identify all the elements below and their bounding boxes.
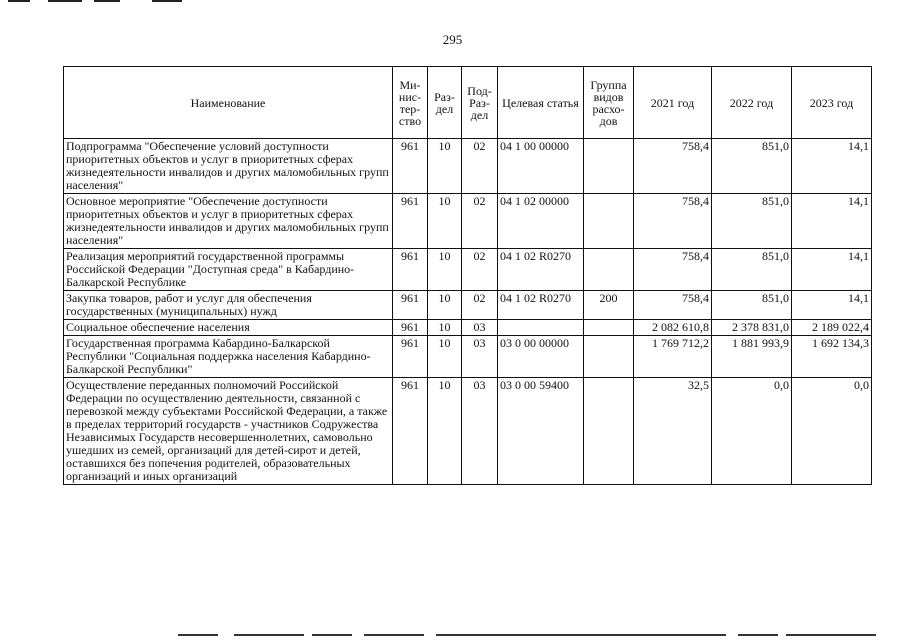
scan-mark: [234, 634, 304, 636]
row-2022: 851,0: [712, 291, 792, 320]
row-2021: 32,5: [634, 378, 712, 485]
row-2023: 14,1: [792, 139, 872, 194]
row-target-article: 04 1 02 R0270: [498, 249, 584, 291]
row-2023: 2 189 022,4: [792, 320, 872, 336]
row-subsection: 03: [462, 378, 498, 485]
row-subsection: 02: [462, 194, 498, 249]
scan-mark: [8, 0, 30, 2]
row-name: Основное мероприятие "Обеспечение доступности приоритетных объектов и услуг в приоритетных сферах жизнедеятельности инвалидов и других маломобильных групп населения": [64, 194, 393, 249]
table-row: [64, 291, 872, 320]
row-target-article: 04 1 00 00000: [498, 139, 584, 194]
scan-mark: [152, 0, 182, 2]
row-subsection: 02: [462, 139, 498, 194]
row-name: Реализация мероприятий государственной программы Российской Федерации "Доступная среда" в Кабардино-Балкарской Республике: [64, 249, 393, 291]
scan-mark: [786, 634, 876, 636]
row-2023: 1 692 134,3: [792, 336, 872, 378]
row-target-article: 03 0 00 59400: [498, 378, 584, 485]
row-2023: 14,1: [792, 249, 872, 291]
col-header-2022: 2022 год: [712, 67, 792, 139]
row-2022: 2 378 831,0: [712, 320, 792, 336]
table-row: [64, 139, 872, 194]
row-ministry: 961: [393, 378, 428, 485]
row-2023: 14,1: [792, 194, 872, 249]
row-name: Государственная программа Кабардино-Балкарской Республики "Социальная поддержка населения Кабардино-Балкарской Республики": [64, 336, 393, 378]
row-section: 10: [428, 194, 462, 249]
scan-mark: [436, 634, 726, 636]
row-name: Подпрограмма "Обеспечение условий доступности приоритетных объектов и услуг в приоритетных сферах жизнедеятельности инвалидов и других маломобильных групп населения": [64, 139, 393, 194]
row-2021: 2 082 610,8: [634, 320, 712, 336]
row-subsection: 02: [462, 291, 498, 320]
row-section: 10: [428, 336, 462, 378]
row-2021: 758,4: [634, 139, 712, 194]
scan-mark: [364, 634, 424, 636]
row-2021: 758,4: [634, 194, 712, 249]
row-name: Социальное обеспечение населения: [64, 320, 393, 336]
row-name: Закупка товаров, работ и услуг для обеспечения государственных (муниципальных) нужд: [64, 291, 393, 320]
row-expense-group: [584, 320, 634, 336]
row-expense-group: [584, 249, 634, 291]
row-expense-group: [584, 194, 634, 249]
col-header-name: Наименование: [64, 67, 393, 139]
page-number: 295: [442, 32, 463, 47]
col-header-ministry: Ми-нис-тер-ство: [393, 67, 428, 139]
row-subsection: 03: [462, 320, 498, 336]
scan-mark: [312, 634, 352, 636]
row-target-article: 03 0 00 00000: [498, 336, 584, 378]
row-2022: 851,0: [712, 249, 792, 291]
row-2021: 758,4: [634, 249, 712, 291]
row-name: Осуществление переданных полномочий Российской Федерации по осуществлению деятельности, связанной с перевозкой между субъектами Российской Федерации, а также в пределах территорий государств - участников Содружества Независимых Государств несовершеннолетних, самовольно ушедших из семей, организаций для детей-сирот и детей, оставшихся без попечения родителей, образовательных организаций и иных организаций: [64, 378, 393, 485]
row-subsection: 03: [462, 336, 498, 378]
row-2023: 0,0: [792, 378, 872, 485]
scan-mark: [94, 0, 120, 2]
table-row: [64, 320, 872, 336]
row-2022: 1 881 993,9: [712, 336, 792, 378]
row-ministry: 961: [393, 139, 428, 194]
row-section: 10: [428, 320, 462, 336]
row-section: 10: [428, 139, 462, 194]
row-target-article: 04 1 02 00000: [498, 194, 584, 249]
col-header-subsection: Под-Раз-дел: [462, 67, 498, 139]
row-expense-group: [584, 378, 634, 485]
scan-mark: [48, 0, 82, 2]
row-expense-group: [584, 139, 634, 194]
col-header-2021: 2021 год: [634, 67, 712, 139]
row-2021: 758,4: [634, 291, 712, 320]
scan-mark: [178, 634, 218, 636]
row-section: 10: [428, 249, 462, 291]
table-row: [64, 249, 872, 291]
row-2022: 851,0: [712, 139, 792, 194]
row-2023: 14,1: [792, 291, 872, 320]
row-2022: 851,0: [712, 194, 792, 249]
row-ministry: 961: [393, 194, 428, 249]
row-ministry: 961: [393, 291, 428, 320]
row-subsection: 02: [462, 249, 498, 291]
row-2021: 1 769 712,2: [634, 336, 712, 378]
table-row: [64, 378, 872, 485]
row-target-article: 04 1 02 R0270: [498, 291, 584, 320]
col-header-2023: 2023 год: [792, 67, 872, 139]
row-expense-group: [584, 336, 634, 378]
col-header-section: Раз-дел: [428, 67, 462, 139]
table-row: [64, 194, 872, 249]
row-section: 10: [428, 378, 462, 485]
row-2022: 0,0: [712, 378, 792, 485]
col-header-expense-group: Группа видов расхо-дов: [584, 67, 634, 139]
row-ministry: 961: [393, 320, 428, 336]
col-header-target-article: Целевая статья: [498, 67, 584, 139]
row-target-article: [498, 320, 584, 336]
row-ministry: 961: [393, 249, 428, 291]
row-section: 10: [428, 291, 462, 320]
row-ministry: 961: [393, 336, 428, 378]
table-row: [64, 336, 872, 378]
budget-table: [63, 66, 872, 485]
scan-mark: [738, 634, 778, 636]
row-expense-group: 200: [584, 291, 634, 320]
header-row: [64, 67, 872, 139]
